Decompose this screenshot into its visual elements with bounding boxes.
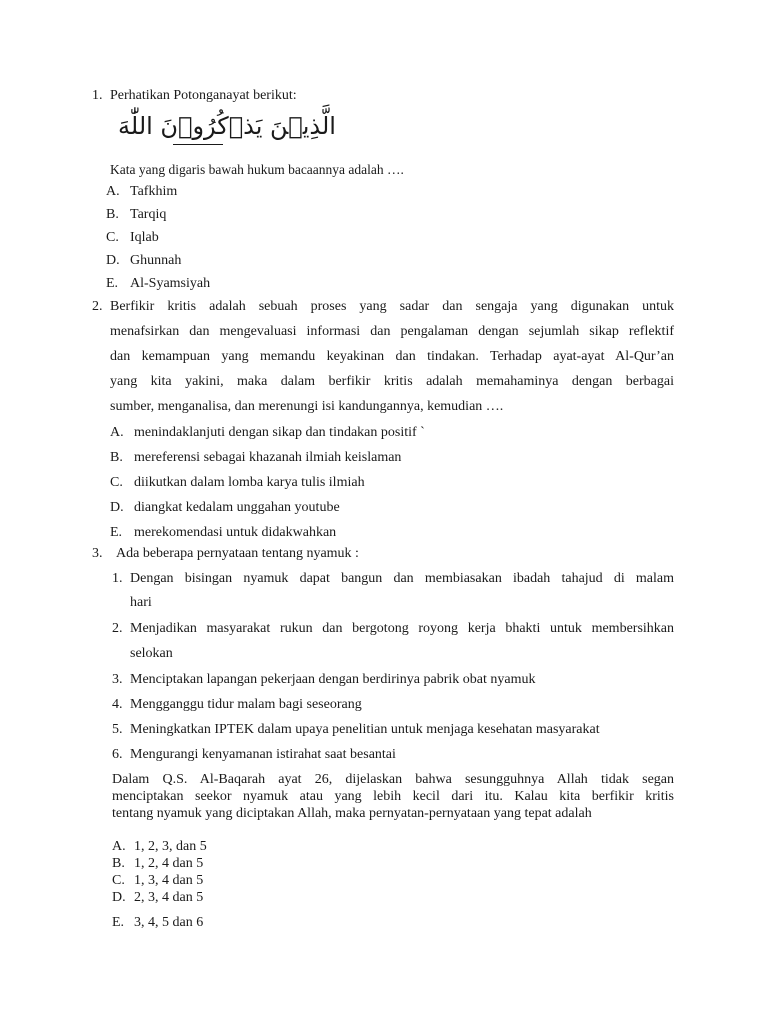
- option-letter: A.: [110, 425, 124, 440]
- question-paragraph-line: Berfikir kritis adalah sebuah proses yang sadar dan sengaja yang digunakan untuk: [110, 299, 674, 314]
- statement-text-cont: selokan: [130, 646, 173, 661]
- question-number: 3.: [92, 546, 103, 561]
- option-text: Iqlab: [130, 230, 159, 245]
- option-text: diikutkan dalam lomba karya tulis ilmiah: [134, 475, 365, 490]
- option-letter: C.: [106, 230, 119, 245]
- option-text: Al-Syamsiyah: [130, 276, 211, 291]
- option-text: Ghunnah: [130, 253, 182, 268]
- option-text: 1, 2, 3, dan 5: [134, 839, 207, 854]
- question-text: Kata yang digaris bawah hukum bacaannya adalah ….: [110, 162, 404, 177]
- statement-number: 6.: [112, 747, 123, 762]
- statement-text: Mengganggu tidur malam bagi seseorang: [130, 697, 362, 712]
- paragraph-line: tentang nyamuk yang diciptakan Allah, maka pernyatan-pernyataan yang tepat adalah: [112, 806, 592, 821]
- question-paragraph-line: dan kemampuan yang memandu keyakinan dan tindakan. Terhadap ayat-ayat Al-Qur’an: [110, 349, 674, 364]
- option-letter: A.: [106, 184, 120, 199]
- statement-number: 2.: [112, 621, 123, 636]
- verse-underline: [173, 144, 223, 145]
- option-text: menindaklanjuti dengan sikap dan tindakan positif `: [134, 425, 425, 440]
- option-text: 2, 3, 4 dan 5: [134, 890, 204, 905]
- paragraph-line: menciptakan seekor nyamuk atau yang lebih kecil dari itu. Kalau kita berfikir kritis: [112, 789, 674, 804]
- option-letter: D.: [112, 890, 126, 905]
- question-prompt: Perhatikan Potonganayat berikut:: [110, 88, 297, 103]
- option-text: Tarqiq: [130, 207, 167, 222]
- option-text: merekomendasi untuk didakwahkan: [134, 525, 337, 540]
- option-letter: B.: [110, 450, 123, 465]
- option-letter: D.: [110, 500, 124, 515]
- statement-text: Dengan bisingan nyamuk dapat bangun dan membiasakan ibadah tahajud di malam: [130, 571, 674, 586]
- option-letter: B.: [106, 207, 119, 222]
- option-text: 3, 4, 5 dan 6: [134, 915, 204, 930]
- option-text: diangkat kedalam unggahan youtube: [134, 500, 340, 515]
- option-text: Tafkhim: [130, 184, 178, 199]
- statement-text: Menjadikan masyarakat rukun dan bergotong royong kerja bhakti untuk membersihkan: [130, 621, 674, 636]
- option-letter: D.: [106, 253, 120, 268]
- statement-text: Meningkatkan IPTEK dalam upaya penelitian untuk menjaga kesehatan masyarakat: [130, 722, 600, 737]
- option-text: 1, 3, 4 dan 5: [134, 873, 204, 888]
- statement-text-cont: hari: [130, 595, 152, 610]
- option-letter: C.: [112, 873, 125, 888]
- statement-text: Menciptakan lapangan pekerjaan dengan berdirinya pabrik obat nyamuk: [130, 672, 536, 687]
- option-letter: C.: [110, 475, 123, 490]
- question-number: 1.: [92, 88, 103, 103]
- question-paragraph-line: sumber, menganalisa, dan merenungi isi kandungannya, kemudian ….: [110, 399, 504, 414]
- statement-number: 3.: [112, 672, 123, 687]
- option-text: 1, 2, 4 dan 5: [134, 856, 204, 871]
- question-number: 2.: [92, 299, 103, 314]
- arabic-verse: الَّذِيۡنَ يَذۡكُرُوۡنَ اللّٰهَ: [118, 112, 336, 140]
- question-paragraph-line: menafsirkan dan mengevaluasi informasi dan pengalaman dengan sejumlah sikap reflektif: [110, 324, 674, 339]
- statement-number: 1.: [112, 571, 123, 586]
- option-text: mereferensi sebagai khazanah ilmiah keislaman: [134, 450, 402, 465]
- option-letter: A.: [112, 839, 126, 854]
- paragraph-line: Dalam Q.S. Al-Baqarah ayat 26, dijelaskan bahwa sesungguhnya Allah tidak segan: [112, 772, 674, 787]
- statement-text: Mengurangi kenyamanan istirahat saat besantai: [130, 747, 396, 762]
- option-letter: E.: [110, 525, 123, 540]
- statement-number: 4.: [112, 697, 123, 712]
- question-prompt: Ada beberapa pernyataan tentang nyamuk :: [116, 546, 359, 561]
- option-letter: E.: [106, 276, 119, 291]
- option-letter: E.: [112, 915, 125, 930]
- question-paragraph-line: yang kita yakini, maka dalam berfikir kritis adalah memahaminya dengan berbagai: [110, 374, 674, 389]
- option-letter: B.: [112, 856, 125, 871]
- statement-number: 5.: [112, 722, 123, 737]
